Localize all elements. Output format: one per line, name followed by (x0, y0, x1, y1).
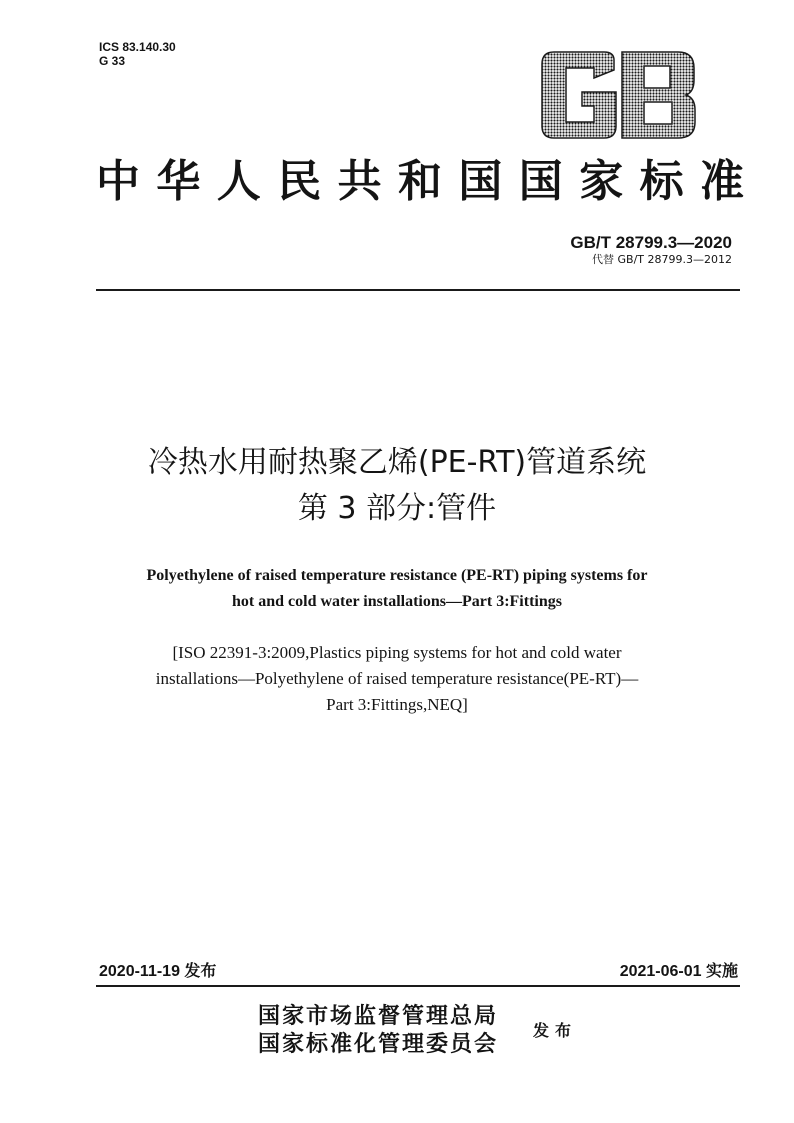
implementation-date: 2021-06-01 实施 (619, 963, 738, 980)
equivalence-line-2: installations—Polyethylene of raised temperature resistance(PE-RT)— (155, 669, 639, 688)
issuer-line-1: 国家市场监督管理总局 (258, 1004, 499, 1029)
chinese-title-line-2: 第 3 部分:管件 (297, 491, 497, 526)
top-divider (96, 289, 740, 291)
gb-logo (538, 50, 698, 140)
english-title-line-2: hot and cold water installations—Part 3:Fittings (232, 593, 562, 610)
chinese-title-line-1: 冷热水用耐热聚乙烯(PE-RT)管道系统 (147, 445, 647, 480)
issue-date: 2020-11-19 发布 (99, 963, 217, 980)
classification-codes (99, 40, 176, 68)
publish-label: 发布 (533, 1021, 578, 1040)
ccs-code: G 33 (99, 54, 126, 68)
standard-number: GB/T 28799.3—2020 (570, 233, 732, 252)
equivalence-line-1: [ISO 22391-3:2009,Plastics piping systems for hot and cold water (172, 643, 622, 662)
replaces-standard: 代替 GB/T 28799.3—2012 (592, 253, 732, 266)
issuer-line-2: 国家标准化管理委员会 (258, 1032, 499, 1057)
national-standard-title: 中华人民共和国国家标准 (96, 156, 746, 207)
equivalence-line-3: Part 3:Fittings,NEQ] (326, 695, 468, 714)
bottom-divider (96, 985, 740, 987)
ics-code: ICS 83.140.30 (99, 40, 176, 54)
english-title-line-1: Polyethylene of raised temperature resistance (PE-RT) piping systems for (146, 567, 648, 584)
